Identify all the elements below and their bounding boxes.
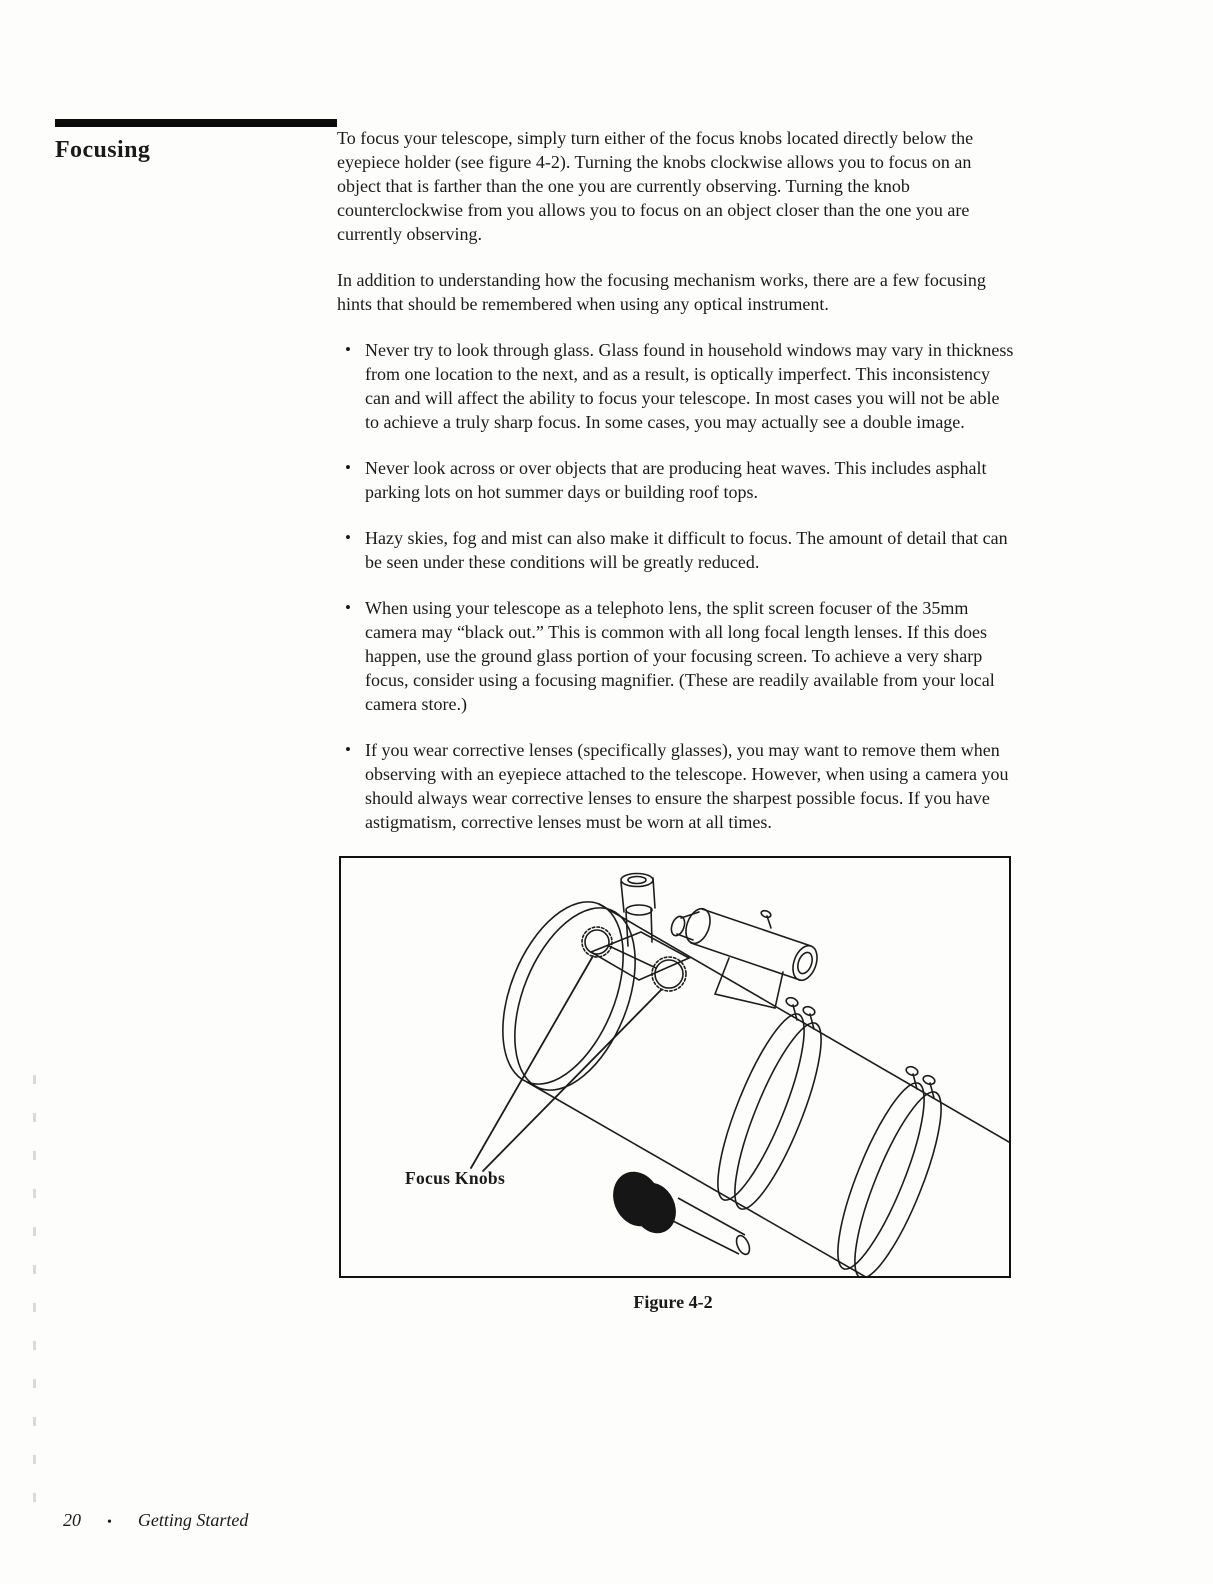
- figure-caption: Figure 4-2: [633, 1292, 713, 1312]
- figure-label: Focus Knobs: [405, 1168, 506, 1188]
- footer-section-title: Getting Started: [137, 1510, 249, 1530]
- scan-artifact: [33, 1075, 36, 1525]
- finder-scope: [669, 905, 822, 1008]
- paragraph: In addition to understanding how the focusing mechanism works, there are a few focusing hints that should be remembered when using any optical instrument.: [337, 270, 986, 314]
- bullet-item: • Hazy skies, fog and mist can also make it difficult to focus. The amount of detail that can be seen under these conditions will be greatly reduced.: [337, 526, 1015, 574]
- bullet-item: • Never try to look through glass. Glass found in household windows may vary in thickness from one location to the next, and as a result, is optically imperfect. This inconsistency can and will affect the ability to focus your telescope. In most cases you will not be able to achieve a truly sharp focus. In some cases, you may actually see a double image.: [337, 338, 1015, 434]
- adapter-knob: [605, 1164, 752, 1256]
- section-divider: [55, 119, 337, 127]
- telescope-tube: [479, 885, 1009, 1276]
- focusing-hints-list: [337, 338, 1015, 834]
- eyepiece: [621, 874, 653, 887]
- footer-separator: •: [107, 1515, 112, 1530]
- focus-knob-right: [655, 960, 683, 988]
- section-heading: Focusing: [55, 137, 151, 163]
- page-number: 20: [63, 1510, 81, 1530]
- section-block: [55, 119, 337, 164]
- paragraph: To focus your telescope, simply turn either of the focus knobs located directly below the eyepiece holder (see figure 4-2). Turning the knobs clockwise allows you to focus on an object that is farther than the one you are currently observing. Turning the knob counterclockwise from you allows you to focus on an object closer than the one you are currently observing.: [337, 128, 974, 244]
- page-footer: [63, 1510, 248, 1531]
- bullet-item: • If you wear corrective lenses (specifically glasses), you may want to remove them when observing with an eyepiece attached to the telescope. However, when using a camera you should always wear corrective lenses to ensure the sharpest possible focus. If you have astigmatism, corrective lenses must be worn at all times.: [337, 738, 1015, 834]
- telescope-illustration: [341, 858, 1009, 1276]
- bullet-item: • When using your telescope as a telephoto lens, the split screen focuser of the 35mm camera may “black out.” This is common with all long focal length lenses. If this does happen, use the ground glass portion of your focusing screen. To achieve a very sharp focus, consider using a focusing magnifier. (These are readily available from your local camera store.): [337, 596, 1015, 716]
- body-content: [337, 126, 1015, 1314]
- figure-box: [339, 856, 1011, 1278]
- bullet-item: • Never look across or over objects that are producing heat waves. This includes asphalt parking lots on hot summer days or building roof tops.: [337, 456, 1015, 504]
